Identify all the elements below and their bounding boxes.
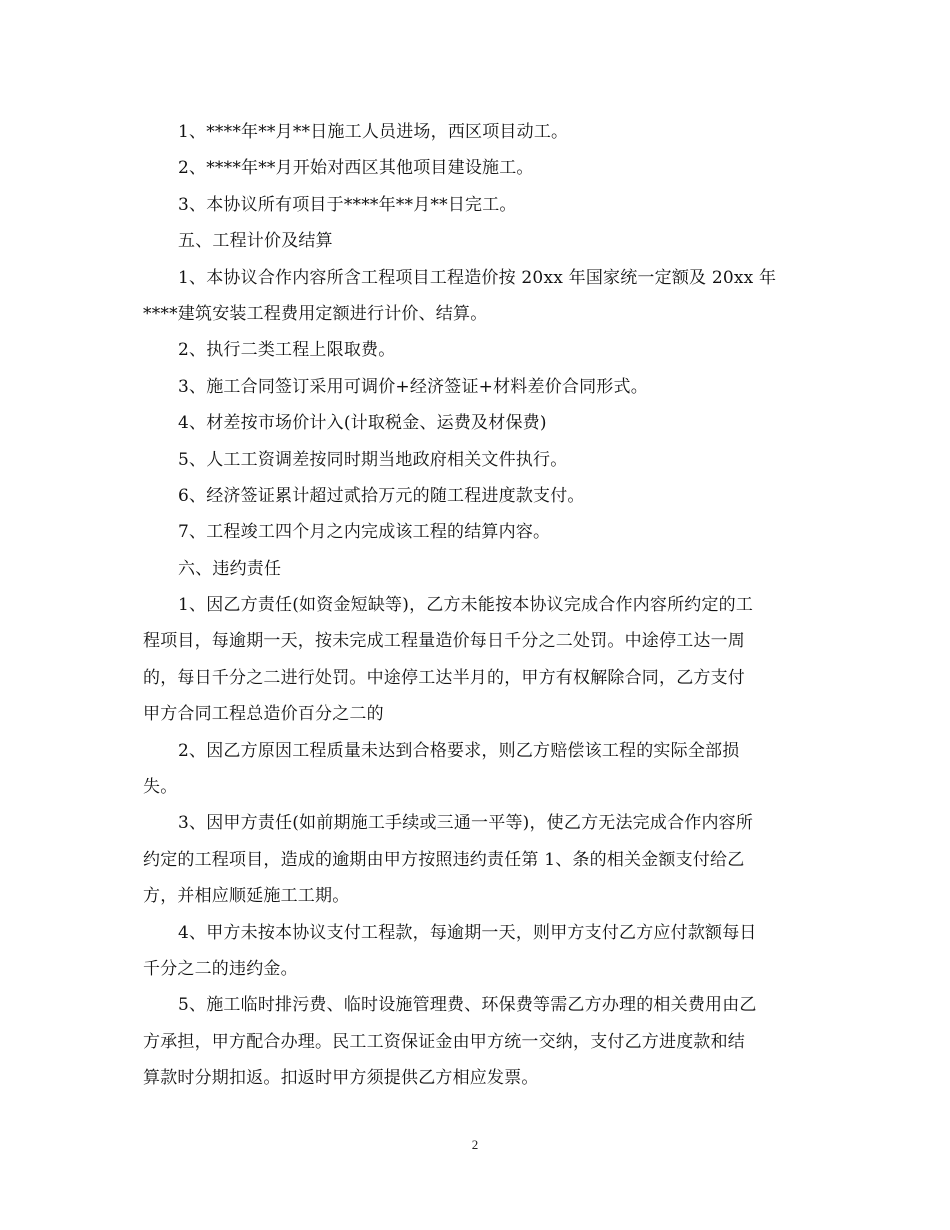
text-line: 3、本协议所有项目于****年**月**日完工。 <box>178 194 517 215</box>
text-line: 1、因乙方责任(如资金短缺等)，乙方未能按本协议完成合作内容所约定的工 <box>178 595 754 616</box>
text-line: 程项目，每逾期一天，按未完成工程量造价每日千分之二处罚。中途停工达一周 <box>143 631 745 652</box>
page-number: 2 <box>471 1137 479 1152</box>
text-line: 方，并相应顺延施工工期。 <box>143 886 350 907</box>
text-line: ****建筑安装工程费用定额进行计价、结算。 <box>143 303 488 324</box>
text-line: 约定的工程项目，造成的逾期由甲方按照违约责任第 1、条的相关金额支付给乙 <box>143 849 745 870</box>
text-line: 六、违约责任 <box>178 558 282 579</box>
text-line: 方承担，甲方配合办理。民工工资保证金由甲方统一交纳，支付乙方进度款和结 <box>143 1031 745 1052</box>
text-line: 五、工程计价及结算 <box>178 231 333 252</box>
text-line: 甲方合同工程总造价百分之二的 <box>143 704 384 725</box>
text-line: 4、材差按市场价计入(计取税金、运费及材保费) <box>178 413 547 434</box>
text-line: 3、因甲方责任(如前期施工手续或三通一平等)，使乙方无法完成合作内容所 <box>178 813 754 834</box>
text-line: 5、施工临时排污费、临时设施管理费、环保费等需乙方办理的相关费用由乙 <box>178 995 757 1016</box>
text-line: 算款时分期扣返。扣返时甲方须提供乙方相应发票。 <box>143 1068 539 1089</box>
text-line: 3、施工合同签订采用可调价+经济签证+材料差价合同形式。 <box>178 376 648 397</box>
text-line: 6、经济签证累计超过贰拾万元的随工程进度款支付。 <box>178 485 585 506</box>
text-line: 1、****年**月**日施工人员进场，西区项目动工。 <box>178 122 569 142</box>
text-line: 2、****年**月开始对西区其他项目建设施工。 <box>178 158 534 179</box>
text-line: 7、工程竣工四个月之内完成该工程的结算内容。 <box>178 522 551 543</box>
text-line: 2、执行二类工程上限取费。 <box>178 340 396 361</box>
document-body <box>143 114 808 1097</box>
text-line: 1、本协议合作内容所含工程项目工程造价按 20xx 年国家统一定额及 20xx 年 <box>178 267 777 288</box>
text-line: 5、人工工资调差按同时期当地政府相关文件执行。 <box>178 449 568 470</box>
text-line: 的，每日千分之二进行处罚。中途停工达半月的，甲方有权解除合同，乙方支付 <box>143 667 745 688</box>
text-line: 失。 <box>143 777 178 798</box>
text-line: 2、因乙方原因工程质量未达到合格要求，则乙方赔偿该工程的实际全部损 <box>178 740 740 761</box>
text-line: 4、甲方未按本协议支付工程款，每逾期一天，则甲方支付乙方应付款额每日 <box>178 922 757 943</box>
text-line: 千分之二的违约金。 <box>143 958 298 979</box>
